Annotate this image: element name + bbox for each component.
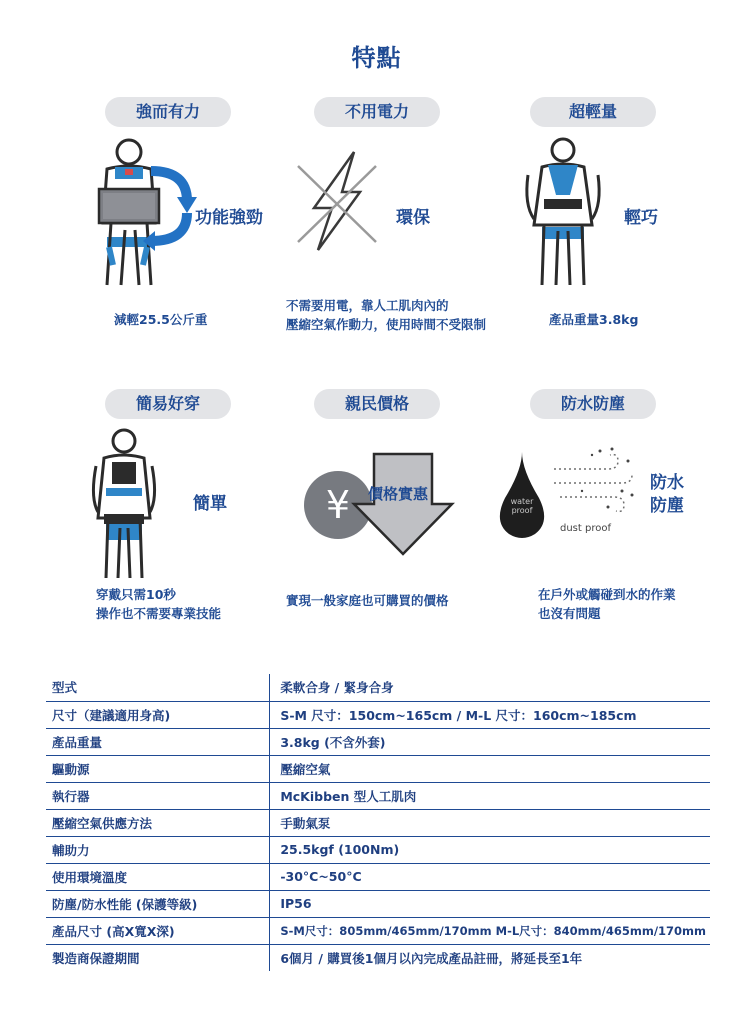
feature-side-simple: 簡單 — [193, 494, 227, 514]
table-row: 執行器 McKibben 型人工肌肉 — [46, 782, 710, 809]
feature-side-affordable: 價格實惠 — [368, 485, 429, 503]
water-label-2: proof — [511, 506, 533, 515]
feature-side-waterproof: 防水 — [650, 473, 684, 493]
feature-desc-eco: 不需要用電，靠人工肌肉內的 壓縮空氣作動力，使用時間不受限制 — [286, 298, 487, 332]
table-row: 尺寸（建議適用身高) S-M 尺寸：150cm~165cm / M-L 尺寸：160cm~185cm — [46, 701, 710, 728]
feature-side-dustproof: 防塵 — [650, 496, 684, 516]
feature-pill-easy-wear: 簡易好穿 — [105, 389, 231, 419]
worker-harness-icon — [518, 135, 608, 285]
feature-side-power: 功能強勁 — [195, 208, 263, 228]
water-drop-icon — [497, 450, 547, 540]
feature-side-eco: 環保 — [396, 208, 430, 228]
table-row: 製造商保證期間 6個月 / 購買後1個月以內完成產品註冊，將延長至1年 — [46, 944, 710, 971]
lightning-crossed-icon — [296, 150, 378, 252]
spec-table — [46, 674, 710, 971]
yen-symbol: ¥ — [325, 483, 351, 527]
table-row: 使用環境溫度 -30°C~50°C — [46, 863, 710, 890]
dust-wind-icon — [552, 447, 636, 525]
table-row: 防塵/防水性能 (保護等級) IP56 — [46, 890, 710, 917]
rotation-arrows-icon — [143, 165, 193, 247]
table-row: 產品尺寸 (高X寬X深) S-M尺寸：805mm/465mm/170mm M-L尺寸：840mm/465mm/170mm — [46, 917, 710, 944]
feature-desc-power: 減輕25.5公斤重 — [114, 312, 208, 327]
worker-back-harness-icon — [90, 428, 170, 578]
water-label-1: water — [510, 497, 534, 506]
table-row: 驅動源 壓縮空氣 — [46, 755, 710, 782]
table-row: 產品重量 3.8kg (不含外套) — [46, 728, 710, 755]
table-row: 輔助力 25.5kgf (100Nm) — [46, 836, 710, 863]
feature-side-light: 輕巧 — [624, 208, 658, 228]
feature-pill-affordable: 親民價格 — [314, 389, 440, 419]
feature-pill-power: 強而有力 — [105, 97, 231, 127]
feature-desc-affordable: 實現一般家庭也可購買的價格 — [286, 593, 449, 608]
feature-desc-waterproof: 在戶外或觸碰到水的作業 也沒有問題 — [538, 587, 676, 621]
feature-desc-simple: 穿戴只需10秒 操作也不需要專業技能 — [96, 587, 222, 621]
page-title: 特點 — [351, 44, 402, 72]
table-row: 型式 柔軟合身 / 緊身合身 — [46, 674, 710, 701]
table-row: 壓縮空氣供應方法 手動氣泵 — [46, 809, 710, 836]
feature-desc-light: 產品重量3.8kg — [549, 312, 639, 327]
feature-pill-waterproof: 防水防塵 — [530, 389, 656, 419]
dust-proof-label: dust proof — [560, 523, 611, 534]
feature-pill-no-electricity: 不用電力 — [314, 97, 440, 127]
feature-pill-lightweight: 超輕量 — [530, 97, 656, 127]
